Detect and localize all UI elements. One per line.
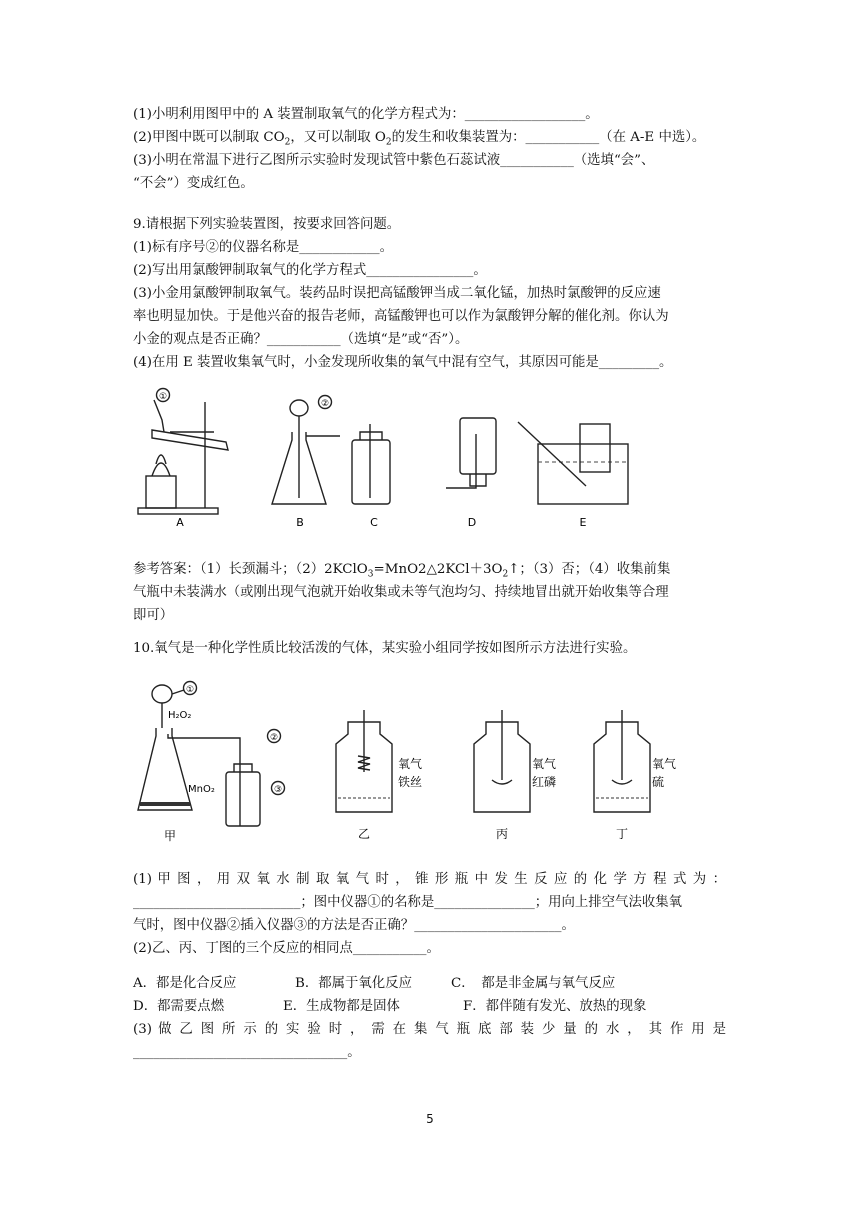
jia-marker-1: ① xyxy=(185,685,195,695)
q9-answer-line3: 即可） xyxy=(133,608,174,623)
ding-label: 丁 xyxy=(615,827,629,841)
q8-part2: (2)甲图中既可以制取 $CO_2$，又可以制取 $O_2$的发生和收集装置为：___________（在 A-E 中选）。 xyxy=(133,130,706,148)
bing-label: 丙 xyxy=(495,827,509,841)
q10-part1-line2: _________________________；图中仪器①的名称是_______________；用向上排空气法收集氧 xyxy=(133,895,683,910)
jia-marker-2: ② xyxy=(269,733,279,743)
label-d: D xyxy=(467,516,477,529)
option-c: C． 都是非金属与氧气反应 xyxy=(451,976,616,991)
option-e: E．生成物都是固体 xyxy=(283,999,400,1014)
h2o2-label: H₂O₂ xyxy=(168,710,192,721)
q9-part1: (1)标有序号②的仪器名称是____________。 xyxy=(133,240,393,255)
mno2-label: MnO₂ xyxy=(188,784,215,795)
option-d: D．都需要点燃 xyxy=(133,999,225,1014)
page-number: 5 xyxy=(426,1112,434,1126)
yi-oxygen: 氧气 xyxy=(398,757,423,771)
q9-part3-line1: (3)小金用氯酸钾制取氧气。装药品时误把高锰酸钾当成二氧化锰，加热时氯酸钾的反应速 xyxy=(133,286,661,301)
ding-oxygen: 氧气 xyxy=(652,757,677,771)
q9-apparatus-figure xyxy=(130,380,650,530)
q8-part1: (1)小明利用图甲中的 A 装置制取氧气的化学方程式为：__________________。 xyxy=(133,107,599,122)
q10-stem: 10.氧气是一种化学性质比较活泼的气体，某实验小组同学按如图所示方法进行实验。 xyxy=(133,641,637,656)
q9-answer-line2: 气瓶中未装满水（或刚出现气泡就开始收集或未等气泡均匀、持续地冒出就开始收集等合理 xyxy=(133,585,669,600)
q10-apparatus-figure xyxy=(130,676,730,846)
bing-phosphorus: 红磷 xyxy=(532,775,557,789)
q9-part3-line2: 率也明显加快。于是他兴奋的报告老师，高锰酸钾也可以作为氯酸钾分解的催化剂。你认为 xyxy=(133,309,669,324)
marker-1: ① xyxy=(158,392,168,402)
q9-part3-line3: 小金的观点是否正确？___________（选填“是”或“否”）。 xyxy=(133,332,469,347)
option-a: A．都是化合反应 xyxy=(133,976,237,991)
jia-label: 甲 xyxy=(163,829,177,843)
q10-part3-line2: ________________________________。 xyxy=(133,1045,361,1060)
yi-iron: 铁丝 xyxy=(398,775,423,789)
q8-part3-line2: “不会”）变成红色。 xyxy=(133,176,254,191)
q10-part1-line3: 气时，图中仪器②插入仪器③的方法是否正确？______________________。 xyxy=(133,918,575,933)
bing-oxygen: 氧气 xyxy=(532,757,557,771)
option-b: B．都属于氧化反应 xyxy=(295,976,412,991)
q9-part2: (2)写出用氯酸钾制取氧气的化学方程式________________。 xyxy=(133,263,487,278)
option-f: F．都伴随有发光、放热的现象 xyxy=(463,999,647,1014)
ding-sulfur: 硫 xyxy=(652,775,665,789)
marker-2: ② xyxy=(320,399,330,409)
label-e: E xyxy=(579,516,587,529)
label-b: B xyxy=(296,516,304,529)
q9-answer-line1: 参考答案：（1）长颈漏斗；$(2)2KClO_3=MnO2\triangle 2KCl+3O_2↑$；（3）否；（4）收集前集 xyxy=(133,562,671,580)
q10-part3-line1: (3) 做 乙 图 所 示 的 实 验 时 ， 需 在 集 气 瓶 底 部 装 少 量 的 水 ， 其 作 用 是 xyxy=(133,1022,726,1037)
q10-part1-line1: (1) 甲 图 ， 用 双 氧 水 制 取 氧 气 时 ， 锥 形 瓶 中 发 生 反 应 的 化 学 方 程 式 为 ： xyxy=(133,872,726,887)
jia-marker-3: ③ xyxy=(273,785,283,795)
label-c: C xyxy=(370,516,378,529)
q10-part2: (2)乙、丙、丁图的三个反应的相同点___________。 xyxy=(133,941,440,956)
q9-part4: (4)在用 E 装置收集氧气时，小金发现所收集的氧气中混有空气，其原因可能是_________。 xyxy=(133,355,673,370)
q8-part3-line1: (3)小明在常温下进行乙图所示实验时发现试管中紫色石蕊试液___________（选填“会”、 xyxy=(133,153,655,168)
yi-label: 乙 xyxy=(357,827,371,841)
q9-stem: 9.请根据下列实验装置图，按要求回答问题。 xyxy=(133,217,401,232)
label-a: A xyxy=(176,516,184,529)
